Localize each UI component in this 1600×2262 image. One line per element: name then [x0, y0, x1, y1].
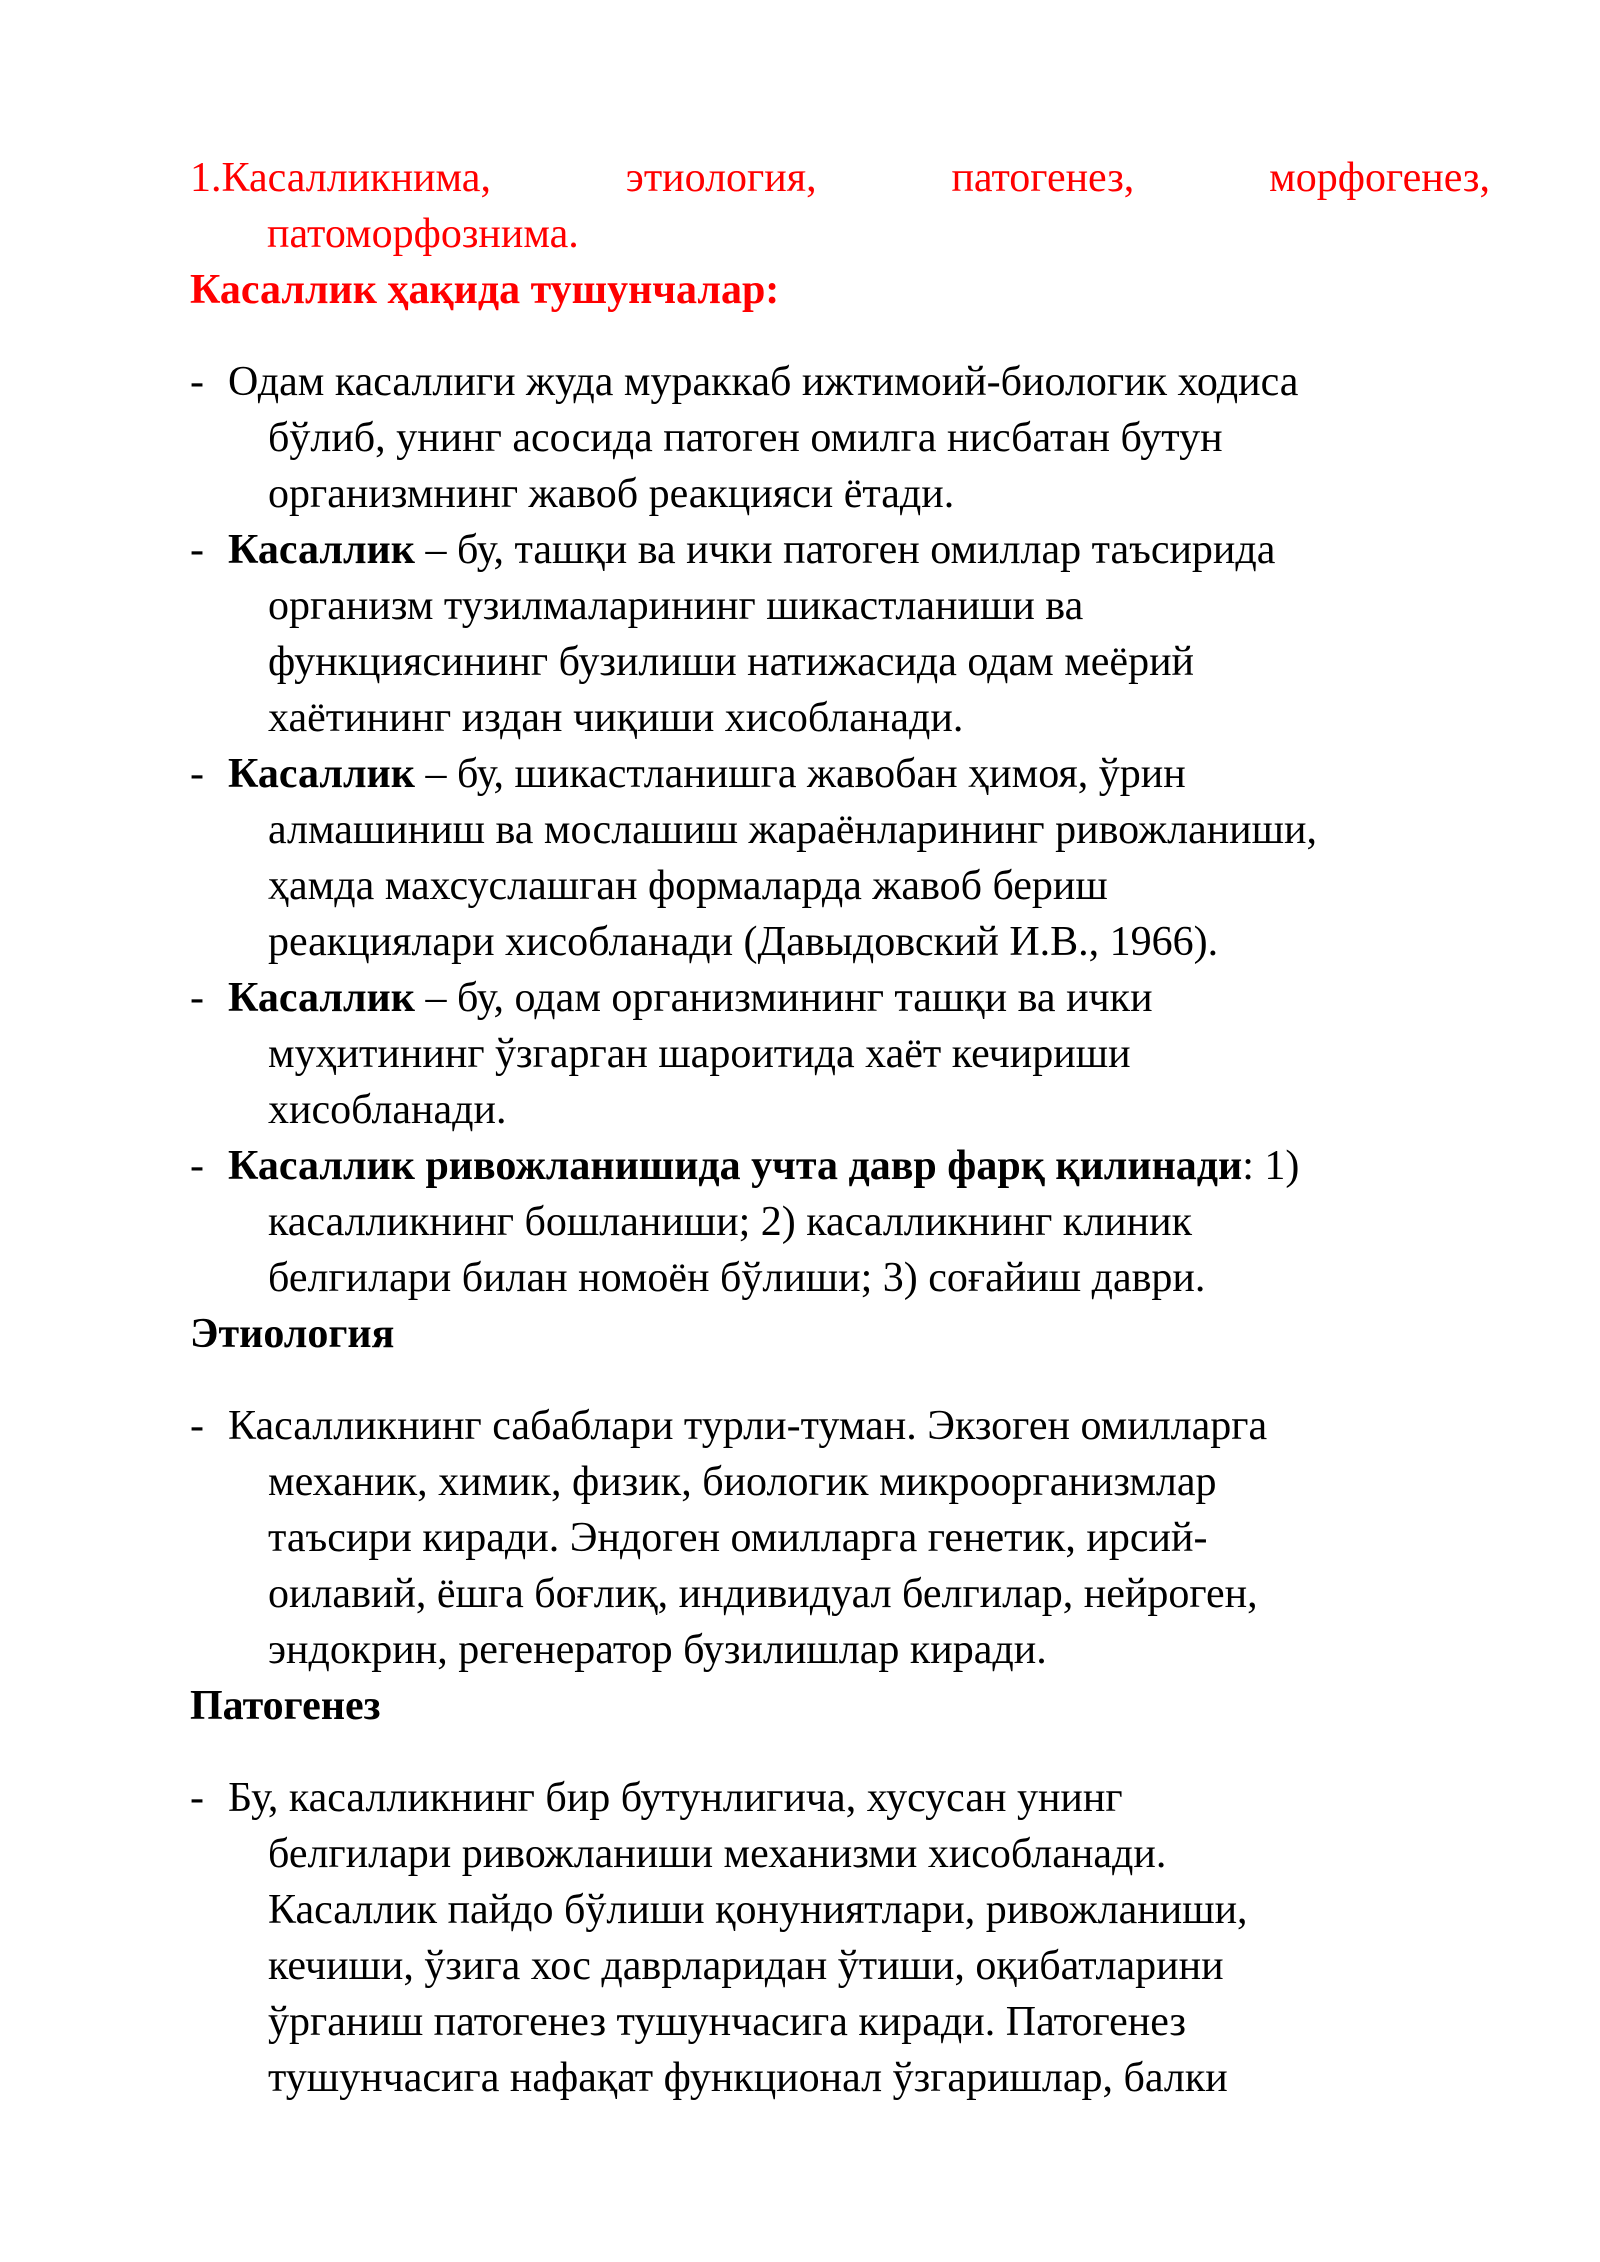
list-item: [190, 354, 1490, 522]
concepts-heading: Касаллик ҳақида тушунчалар:: [190, 267, 780, 313]
title-word-2: этиология,: [625, 155, 817, 201]
text-line: хаётининг издан чиқиши хисобланади.: [268, 695, 964, 741]
text-line: кечиши, ўзига хос даврларидан ўтиши, оқибатларини: [268, 1943, 1224, 1989]
text-line: Касаллик пайдо бўлиши қонуниятлари, ривожланиши,: [268, 1887, 1248, 1933]
text-line: бўлиб, унинг асосида патоген омилга нисбатан бутун: [268, 415, 1223, 461]
text-line: реакциялари хисобланади (Давыдовский И.В., 1966).: [268, 919, 1219, 965]
text-line: таъсири киради. Эндоген омилларга генетик, ирсий-: [268, 1515, 1208, 1561]
pathogenesis-heading: Патогенез: [190, 1683, 381, 1729]
text-line: Касаллик – бу, ташқи ва ички патоген омиллар таъсирида: [228, 527, 1276, 573]
text-line: касалликнинг бошланиши; 2) касалликнинг клиник: [268, 1199, 1192, 1245]
text-line: организм тузилмаларининг шикастланиши ва: [268, 583, 1084, 629]
list-item: [190, 1138, 1490, 1306]
list-dash: -: [190, 1143, 204, 1189]
text-line: алмашиниш ва мослашиш жараёнларининг ривожланиши,: [268, 807, 1317, 853]
text-line: эндокрин, регенератор бузилишлар киради.: [268, 1627, 1047, 1673]
list-dash: -: [190, 1403, 204, 1449]
etiology-heading: Этиология: [190, 1311, 395, 1357]
text-line: хисобланади.: [268, 1087, 507, 1133]
term-bold: Касаллик: [228, 527, 415, 573]
document-page: [190, 150, 1490, 2106]
title-word-3: патогенез,: [951, 155, 1135, 201]
text-line: тушунчасига нафақат функционал ўзгаришлар, балки: [268, 2055, 1228, 2101]
list-dash: -: [190, 751, 204, 797]
text-line: оилавий, ёшга боғлиқ, индивидуал белгилар, нейроген,: [268, 1571, 1258, 1617]
term-bold: Касаллик: [228, 975, 415, 1021]
title-word-1: 1.Касалликнима,: [190, 155, 491, 201]
list-dash: -: [190, 1775, 204, 1821]
list-item: [190, 522, 1490, 746]
text-line: Касалликнинг сабаблари турли-туман. Экзоген омилларга: [228, 1403, 1268, 1449]
term-bold: Касаллик ривожланишида учта давр фарқ қилинади: [228, 1143, 1243, 1189]
list-dash: -: [190, 359, 204, 405]
text-line: ўрганиш патогенез тушунчасига киради. Патогенез: [268, 1999, 1186, 2045]
text-line: белгилари ривожланиши механизми хисобланади.: [268, 1831, 1167, 1877]
text-line: муҳитининг ўзгарган шароитида хаёт кечириши: [268, 1031, 1131, 1077]
title-word-4: морфогенез,: [1269, 155, 1490, 201]
text-line: Бу, касалликнинг бир бутунлигича, хусусан унинг: [228, 1775, 1123, 1821]
list-item: [190, 746, 1490, 970]
text-line: Касаллик ривожланишида учта давр фарқ қилинади: 1): [228, 1143, 1300, 1189]
text-line: механик, химик, физик, биологик микроорганизмлар: [268, 1459, 1217, 1505]
document-title: [190, 150, 1490, 262]
text-line: Касаллик – бу, одам организмининг ташқи ва ички: [228, 975, 1153, 1021]
text-line: организмнинг жавоб реакцияси ётади.: [268, 471, 955, 517]
text-line: Касаллик – бу, шикастланишга жавобан ҳимоя, ўрин: [228, 751, 1186, 797]
title-line-1: [190, 150, 1490, 206]
list-item: [190, 1770, 1490, 2106]
list-dash: -: [190, 975, 204, 1021]
list-item: [190, 970, 1490, 1138]
text-line: белгилари билан номоён бўлиши; 3) соғайиш даври.: [268, 1255, 1206, 1301]
text-line: Одам касаллиги жуда мураккаб ижтимоий-биологик ходиса: [228, 359, 1299, 405]
term-bold: Касаллик: [228, 751, 415, 797]
text-line: ҳамда махсуслашган формаларда жавоб бериш: [268, 863, 1108, 909]
list-item: [190, 1398, 1490, 1678]
text-line: функциясининг бузилиши натижасида одам меёрий: [268, 639, 1195, 685]
list-dash: -: [190, 527, 204, 573]
title-line-2: патоморфознима.: [267, 211, 579, 257]
